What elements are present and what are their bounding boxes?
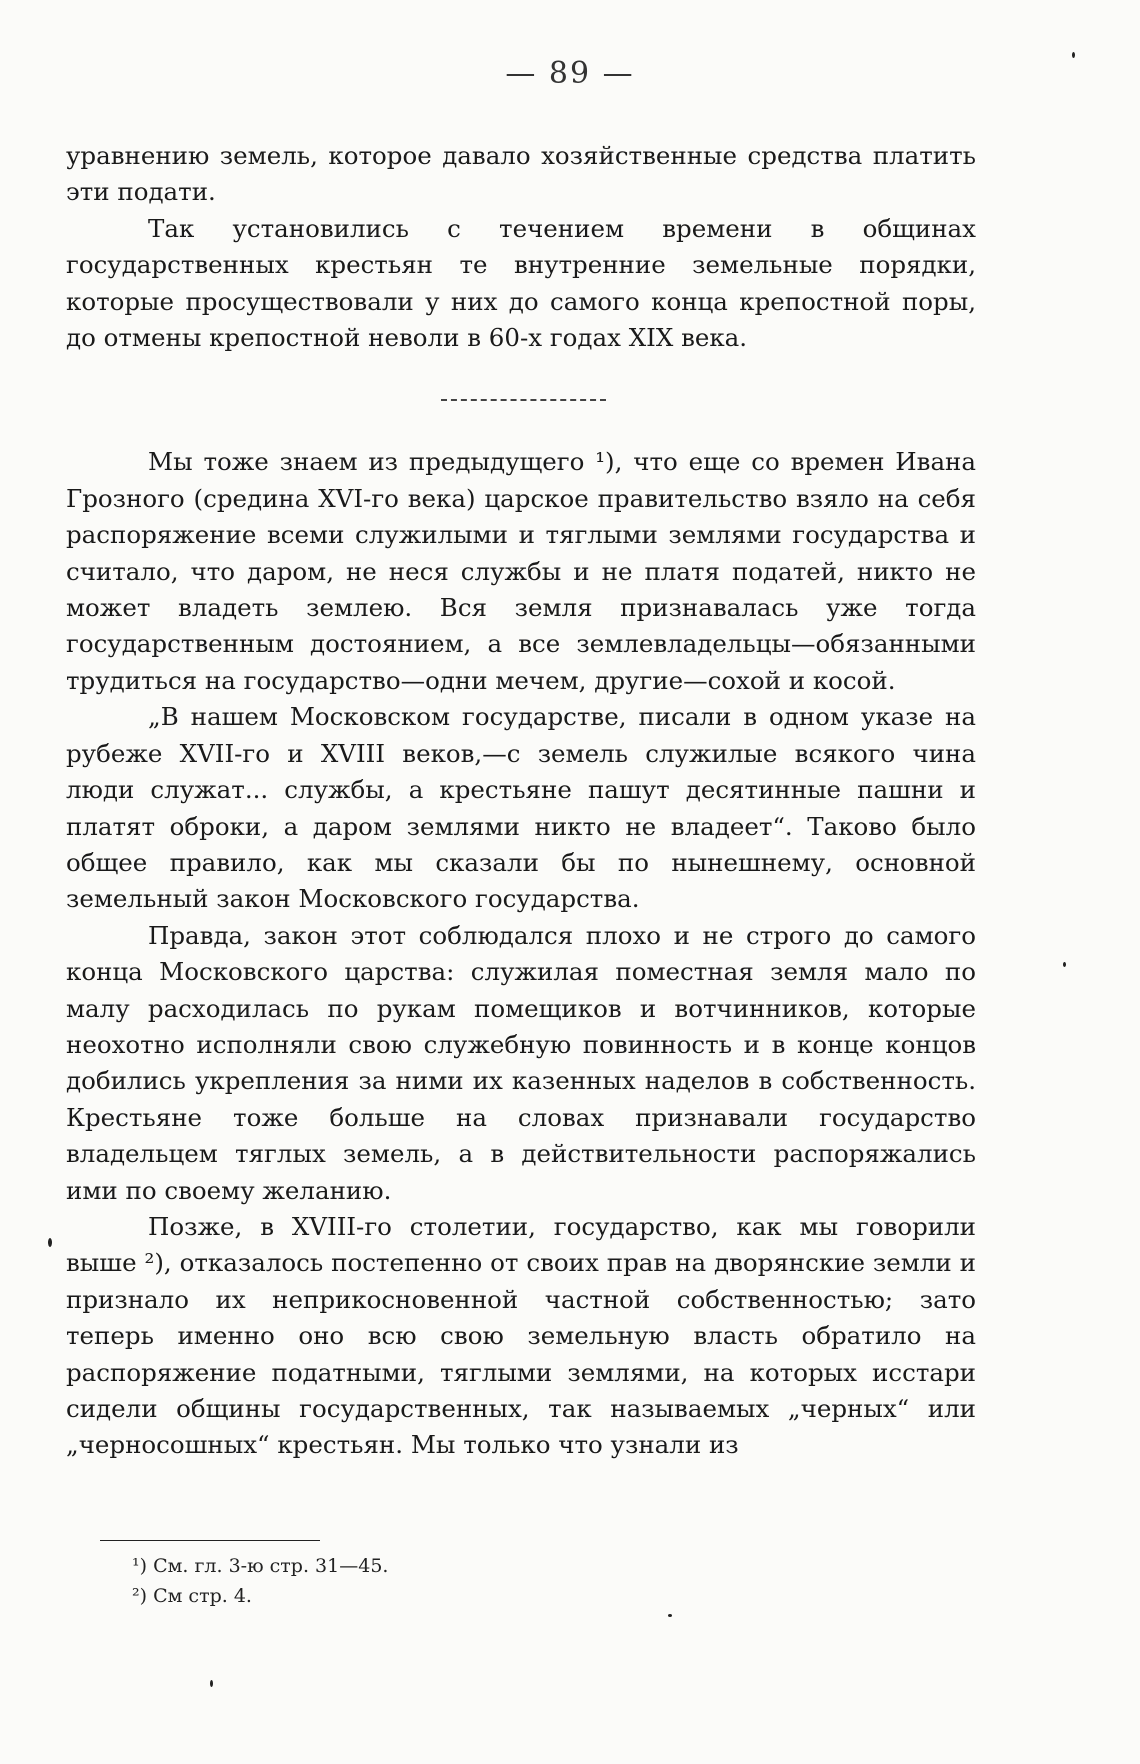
- footnote-1: ¹) См. гл. 3-ю стр. 31—45.: [132, 1555, 389, 1577]
- scan-speck: [210, 1680, 213, 1687]
- paragraph-ivan-grozny: Мы тоже знаем из предыдущего ¹), что еще со времен Ивана Грозного (средина XVI-го века) царское правительство взяло на себя распоряжение всеми служилыми и тяглыми землями государства и считало, что даром, не неся службы и не платя податей, никто не может владеть землею. Вся земля признавалась уже тогда государственным достоянием, а все землевладельцы—обязанными трудиться на государство—одни мечем, другие—сохой и косой.: [66, 447, 976, 695]
- paragraph-continuation: уравнению земель, которое давало хозяйственные средства платить эти подати.: [66, 141, 976, 207]
- scan-speck: [668, 1614, 672, 1617]
- page-number: — 89 —: [505, 56, 635, 91]
- paragraph-decree-quote: „В нашем Московском государстве, писали в одном указе на рубеже XVII-го и XVIII веков,—с земель служилые всякого чина люди служат... службы, а крестьяне пашут десятинные пашни и платят оброки, а даром землями никто не владеет“. Таково было общее правило, как мы сказали бы по нынешнему, основной земельный закон Московского государства.: [66, 702, 976, 914]
- main-text: [66, 138, 976, 1464]
- divider-line: [441, 399, 606, 401]
- paragraph-law-poorly-observed: Правда, закон этот соблюдался плохо и не строго до самого конца Московского царства: служилая поместная земля мало по малу расходилась по рукам помещиков и вотчинников, которые неохотно исполняли свою служебную повинность и в конце концов добились укрепления за ними их казенных наделов в собственность. Крестьяне тоже больше на словах признавали государство владельцем тяглых земель, а в действительности распоряжались ими по своему желанию.: [66, 920, 976, 1205]
- scan-speck: [48, 1238, 52, 1247]
- section-divider: [66, 356, 976, 444]
- footnotes: [66, 1540, 966, 1611]
- paragraph-eighteenth-century: Позже, в XVIII-го столетии, государство, как мы говорили выше ²), отказалось постепенно от своих прав на дворянские земли и признало их неприкосновенной частной собственностью; зато теперь именно оно всю свою земельную власть обратило на распоряжение податными, тяглыми землями, на которых исстари сидели общины государственных, так называемых „черных“ или „черносошных“ крестьян. Мы только что узнали из: [66, 1211, 976, 1460]
- scan-speck: [1072, 52, 1075, 58]
- footnote-2: ²) См стр. 4.: [132, 1585, 252, 1607]
- footnote-rule: [100, 1540, 320, 1541]
- paragraph-established-order: Так установились с течением времени в общинах государственных крестьян те внутренние земельные порядки, которые просуществовали у них до самого конца крепостной поры, до отмены крепостной неволи в 60-х годах XIX века.: [66, 213, 976, 353]
- scan-speck: [1063, 962, 1066, 967]
